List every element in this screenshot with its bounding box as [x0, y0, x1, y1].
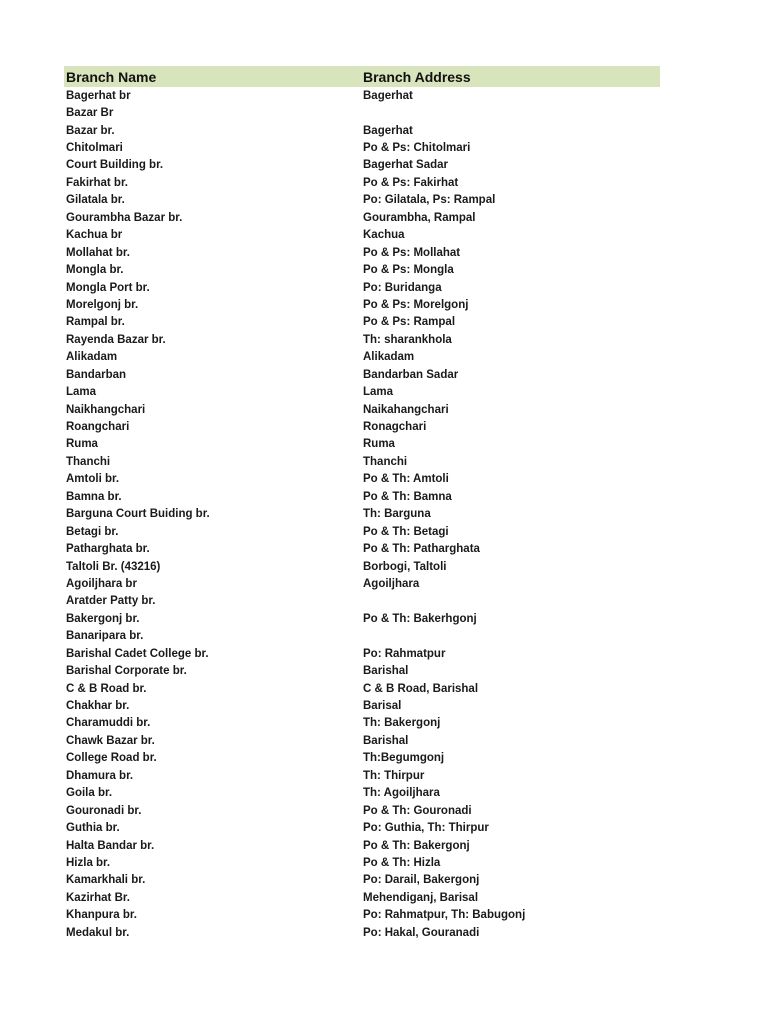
branch-name-cell: Roangchari — [66, 421, 130, 434]
table-row — [64, 767, 660, 784]
branch-address-cell: Borbogi, Taltoli — [363, 560, 447, 573]
table-row — [64, 732, 660, 749]
header-branch-address: Branch Address — [363, 68, 471, 85]
branch-address-cell: Bagerhat Sadar — [363, 159, 449, 172]
branch-address-cell: Po & Th: Betagi — [363, 525, 449, 538]
table-row — [64, 261, 660, 278]
table-row — [64, 907, 660, 924]
branch-name-cell: Medakul br. — [66, 926, 130, 939]
branch-name-cell: Hizla br. — [66, 856, 111, 869]
branch-address-cell: Po & Th: Amtoli — [363, 473, 449, 486]
branch-address-cell: Po & Ps: Mollahat — [363, 246, 461, 259]
branch-name-cell: Chitolmari — [66, 142, 123, 155]
branch-name-cell: Kamarkhali br. — [66, 874, 146, 887]
table-row — [64, 227, 660, 244]
table-row — [64, 697, 660, 714]
branch-address-cell: Lama — [363, 386, 394, 399]
branch-address-cell: Po & Th: Patharghata — [363, 543, 480, 556]
branch-address-cell: Ronagchari — [363, 421, 427, 434]
branch-address-cell: Po: Darail, Bakergonj — [363, 874, 480, 887]
table-header-row — [64, 66, 660, 87]
table-row — [64, 349, 660, 366]
table-row — [64, 383, 660, 400]
table-row — [64, 418, 660, 435]
branch-name-cell: Mongla Port br. — [66, 281, 150, 294]
branch-name-cell: Rayenda Bazar br. — [66, 333, 166, 346]
branch-address-cell: Alikadam — [363, 351, 415, 364]
branch-name-cell: Bandarban — [66, 368, 127, 381]
branch-name-cell: Bagerhat br — [66, 89, 131, 102]
branch-name-cell: Fakirhat br. — [66, 176, 128, 189]
branch-name-cell: Patharghata br. — [66, 543, 150, 556]
branch-name-cell: Gouronadi br. — [66, 804, 142, 817]
branch-address-cell: Bagerhat — [363, 89, 413, 102]
branch-name-cell: Lama — [66, 386, 97, 399]
header-branch-name: Branch Name — [66, 68, 157, 85]
branch-address-cell: Naikahangchari — [363, 403, 449, 416]
table-row — [64, 628, 660, 645]
branch-name-cell: Gourambha Bazar br. — [66, 211, 183, 224]
branch-name-cell: Bazar br. — [66, 124, 115, 137]
table-row — [64, 558, 660, 575]
branch-name-cell: Alikadam — [66, 351, 118, 364]
table-row — [64, 244, 660, 261]
table-row — [64, 122, 660, 139]
branch-address-cell: Ruma — [363, 438, 395, 451]
table-row — [64, 279, 660, 296]
branch-name-cell: Betagi br. — [66, 525, 119, 538]
branch-address-cell: Po & Th: Bakerhgonj — [363, 612, 477, 625]
branch-address-cell: Th: Bakergonj — [363, 717, 441, 730]
table-row — [64, 785, 660, 802]
branch-address-cell: Po & Ps: Fakirhat — [363, 176, 459, 189]
branch-name-cell: Chakhar br. — [66, 700, 130, 713]
branch-address-cell: Po: Rahmatpur, Th: Babugonj — [363, 909, 526, 922]
table-row — [64, 750, 660, 767]
table-row — [64, 680, 660, 697]
branch-name-cell: Kachua br — [66, 229, 123, 242]
table-row — [64, 523, 660, 540]
branch-address-cell: Barishal — [363, 734, 409, 747]
branch-address-cell: Po & Ps: Rampal — [363, 316, 456, 329]
branch-name-cell: College Road br. — [66, 752, 157, 765]
branch-name-cell: Guthia br. — [66, 822, 120, 835]
branch-address-cell: Barishal — [363, 665, 409, 678]
branch-address-cell: Po & Th: Hizla — [363, 856, 441, 869]
branch-address-cell: Po & Ps: Mongla — [363, 264, 454, 277]
branch-name-cell: Morelgonj br. — [66, 298, 139, 311]
branch-name-cell: Chawk Bazar br. — [66, 734, 155, 747]
table-row — [64, 209, 660, 226]
branch-name-cell: Bakergonj br. — [66, 612, 140, 625]
branch-name-cell: Kazirhat Br. — [66, 891, 130, 904]
table-row — [64, 314, 660, 331]
table-row — [64, 872, 660, 889]
branch-address-cell: Thanchi — [363, 455, 408, 468]
table-row — [64, 401, 660, 418]
branch-name-cell: C & B Road br. — [66, 682, 147, 695]
branch-name-cell: Dhamura br. — [66, 769, 134, 782]
table-row — [64, 593, 660, 610]
branch-address-cell: Po & Ps: Chitolmari — [363, 142, 471, 155]
branch-name-cell: Mongla br. — [66, 264, 124, 277]
branch-name-cell: Court Building br. — [66, 159, 164, 172]
table-row — [64, 802, 660, 819]
branch-name-cell: Agoiljhara br — [66, 577, 137, 590]
table-row — [64, 488, 660, 505]
table-row — [64, 575, 660, 592]
branch-address-cell: Bagerhat — [363, 124, 413, 137]
branch-address-cell: Th: Barguna — [363, 508, 431, 521]
table-row — [64, 471, 660, 488]
branch-name-cell: Barishal Corporate br. — [66, 665, 187, 678]
branch-name-cell: Rampal br. — [66, 316, 125, 329]
table-row — [64, 157, 660, 174]
table-row — [64, 540, 660, 557]
branch-address-cell: Mehendiganj, Barisal — [363, 891, 479, 904]
branch-table — [64, 66, 660, 941]
table-body — [64, 87, 660, 941]
branch-name-cell: Halta Bandar br. — [66, 839, 155, 852]
branch-address-cell: Th:Begumgonj — [363, 752, 445, 765]
branch-name-cell: Charamuddi br. — [66, 717, 151, 730]
table-row — [64, 837, 660, 854]
table-row — [64, 331, 660, 348]
branch-address-cell: Th: Agoiljhara — [363, 787, 440, 800]
branch-address-cell: Bandarban Sadar — [363, 368, 459, 381]
table-row — [64, 87, 660, 104]
branch-address-cell: Po & Ps: Morelgonj — [363, 298, 469, 311]
branch-address-cell: Po & Th: Bakergonj — [363, 839, 470, 852]
branch-address-cell: Po & Th: Gouronadi — [363, 804, 472, 817]
table-row — [64, 296, 660, 313]
branch-address-cell: Po & Th: Bamna — [363, 490, 452, 503]
table-row — [64, 889, 660, 906]
branch-address-cell: Agoiljhara — [363, 577, 420, 590]
table-row — [64, 192, 660, 209]
branch-name-cell: Goila br. — [66, 787, 113, 800]
branch-name-cell: Bamna br. — [66, 490, 122, 503]
branch-address-cell: Barisal — [363, 700, 402, 713]
table-row — [64, 139, 660, 156]
branch-address-cell: Po: Rahmatpur — [363, 647, 446, 660]
table-row — [64, 819, 660, 836]
table-row — [64, 610, 660, 627]
branch-name-cell: Thanchi — [66, 455, 111, 468]
table-row — [64, 645, 660, 662]
branch-address-cell: C & B Road, Barishal — [363, 682, 479, 695]
branch-address-cell: Th: sharankhola — [363, 333, 452, 346]
branch-name-cell: Mollahat br. — [66, 246, 130, 259]
table-row — [64, 436, 660, 453]
branch-name-cell: Barguna Court Buiding br. — [66, 508, 210, 521]
branch-name-cell: Aratder Patty br. — [66, 595, 156, 608]
branch-address-cell: Th: Thirpur — [363, 769, 425, 782]
table-row — [64, 854, 660, 871]
branch-name-cell: Naikhangchari — [66, 403, 146, 416]
branch-name-cell: Khanpura br. — [66, 909, 137, 922]
branch-name-cell: Barishal Cadet College br. — [66, 647, 209, 660]
table-row — [64, 104, 660, 121]
table-row — [64, 453, 660, 470]
table-row — [64, 366, 660, 383]
table-row — [64, 506, 660, 523]
branch-address-cell: Po: Hakal, Gouranadi — [363, 926, 480, 939]
branch-name-cell: Gilatala br. — [66, 194, 125, 207]
branch-address-cell: Kachua — [363, 229, 405, 242]
table-row — [64, 924, 660, 941]
table-row — [64, 662, 660, 679]
table-row — [64, 174, 660, 191]
branch-address-cell: Po: Buridanga — [363, 281, 442, 294]
branch-name-cell: Banaripara br. — [66, 630, 144, 643]
branch-name-cell: Amtoli br. — [66, 473, 120, 486]
table-row — [64, 715, 660, 732]
branch-address-cell: Po: Guthia, Th: Thirpur — [363, 822, 489, 835]
branch-name-cell: Ruma — [66, 438, 98, 451]
branch-name-cell: Taltoli Br. (43216) — [66, 560, 161, 573]
branch-address-cell: Po: Gilatala, Ps: Rampal — [363, 194, 496, 207]
branch-name-cell: Bazar Br — [66, 107, 114, 120]
branch-address-cell: Gourambha, Rampal — [363, 211, 476, 224]
